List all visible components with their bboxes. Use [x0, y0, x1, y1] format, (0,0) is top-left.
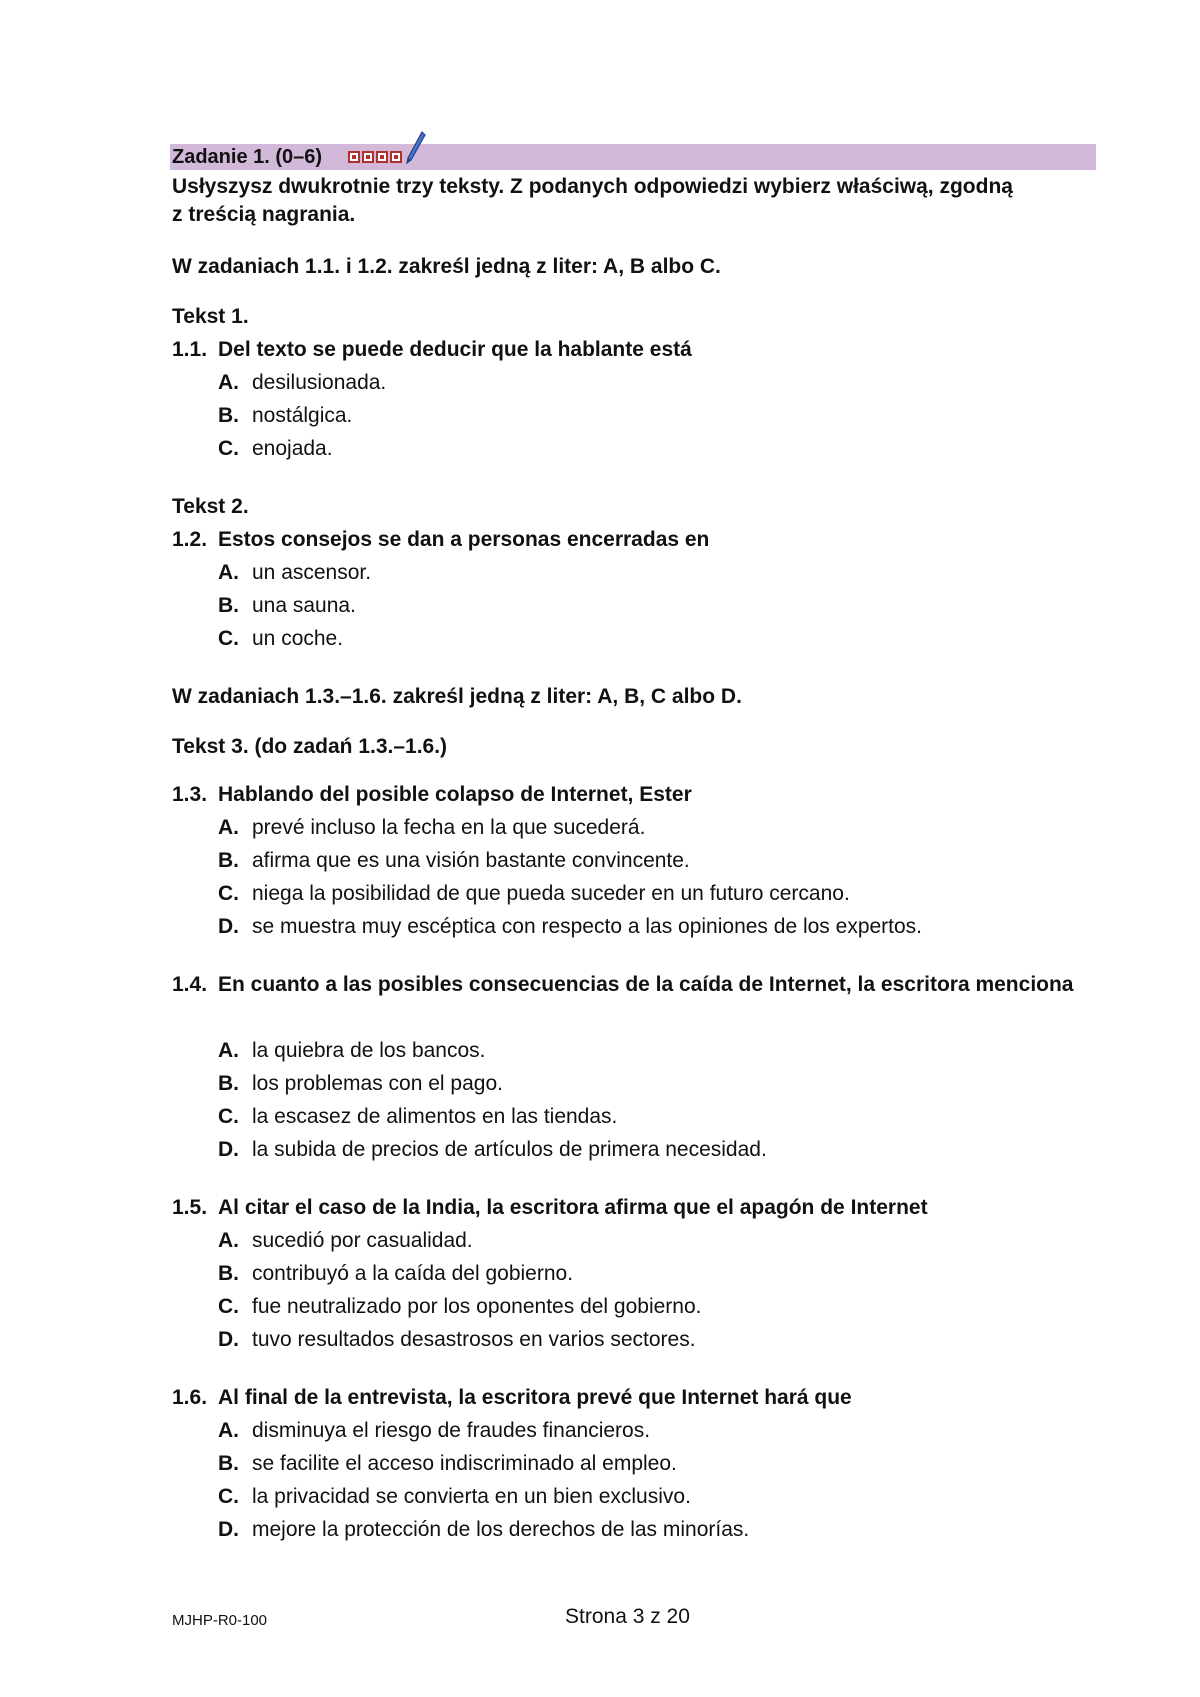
text-3-label: Tekst 3. (do zadań 1.3.–1.6.) [172, 735, 448, 758]
question-number: 1.3. [172, 783, 208, 806]
option-d[interactable]: D. mejore la protección de los derechos de las minorías. [218, 1518, 750, 1541]
option-a[interactable]: A. sucedió por casualidad. [218, 1229, 473, 1252]
question-number: 1.2. [172, 528, 208, 551]
question-prompt: Del texto se puede deducir que la hablante está [218, 338, 692, 361]
option-d[interactable]: D. tuvo resultados desastrosos en varios sectores. [218, 1328, 696, 1351]
option-a[interactable]: A. desilusionada. [218, 371, 387, 394]
question-number: 1.5. [172, 1196, 208, 1219]
text-2-label: Tekst 2. [172, 495, 249, 518]
option-a[interactable]: A. un ascensor. [218, 561, 372, 584]
question-prompt: En cuanto a las posibles consecuencias de la caída de Internet, la escritora menciona [218, 973, 1074, 996]
question-number: 1.1. [172, 338, 208, 361]
instruction-part2: W zadaniach 1.3.–1.6. zakreśl jedną z liter: A, B, C albo D. [172, 685, 742, 708]
question-prompt: Hablando del posible colapso de Internet, Ester [218, 783, 692, 806]
score-box [390, 151, 402, 163]
score-box [348, 151, 360, 163]
option-b[interactable]: B. contribuyó a la caída del gobierno. [218, 1262, 574, 1285]
option-b[interactable]: B. afirma que es una visión bastante convincente. [218, 849, 690, 872]
option-b[interactable]: B. nostálgica. [218, 404, 353, 427]
instruction-intro-line2: z treścią nagrania. [172, 203, 356, 226]
option-c[interactable]: C. enojada. [218, 437, 333, 460]
option-b[interactable]: B. una sauna. [218, 594, 356, 617]
option-c[interactable]: C. la escasez de alimentos en las tiendas. [218, 1105, 618, 1128]
option-d[interactable]: D. se muestra muy escéptica con respecto a las opiniones de los expertos. [218, 915, 923, 938]
document-code: MJHP-R0-100 [172, 1612, 268, 1629]
question-prompt: Estos consejos se dan a personas encerradas en [218, 528, 710, 551]
task-header [170, 144, 1096, 170]
score-box [376, 151, 388, 163]
option-a[interactable]: A. la quiebra de los bancos. [218, 1039, 486, 1062]
instruction-intro: Usłyszysz dwukrotnie trzy teksty. Z podanych odpowiedzi wybierz właściwą, zgodną [172, 175, 1013, 198]
option-a[interactable]: A. prevé incluso la fecha en la que sucederá. [218, 816, 646, 839]
option-b[interactable]: B. se facilite el acceso indiscriminado al empleo. [218, 1452, 677, 1475]
task-title: Zadanie 1. (0–6) [172, 145, 323, 168]
option-d[interactable]: D. la subida de precios de artículos de primera necesidad. [218, 1138, 767, 1161]
option-c[interactable]: C. un coche. [218, 627, 344, 650]
text-1-label: Tekst 1. [172, 305, 249, 328]
question-number: 1.4. [172, 973, 208, 996]
option-c[interactable]: C. fue neutralizado por los oponentes del gobierno. [218, 1295, 702, 1318]
option-c[interactable]: C. la privacidad se convierta en un bien exclusivo. [218, 1485, 691, 1508]
option-b[interactable]: B. los problemas con el pago. [218, 1072, 503, 1095]
question-number: 1.6. [172, 1386, 208, 1409]
question-prompt: Al citar el caso de la India, la escritora afirma que el apagón de Internet [218, 1196, 928, 1219]
option-c[interactable]: C. niega la posibilidad de que pueda suceder en un futuro cercano. [218, 882, 850, 905]
four-checkbox-score-icon [348, 151, 402, 163]
score-box [362, 151, 374, 163]
pen-icon [404, 130, 426, 166]
page-number: Strona 3 z 20 [565, 1605, 690, 1628]
instruction-part1: W zadaniach 1.1. i 1.2. zakreśl jedną z liter: A, B albo C. [172, 255, 721, 278]
question-prompt: Al final de la entrevista, la escritora prevé que Internet hará que [218, 1386, 852, 1409]
option-a[interactable]: A. disminuya el riesgo de fraudes financieros. [218, 1419, 651, 1442]
